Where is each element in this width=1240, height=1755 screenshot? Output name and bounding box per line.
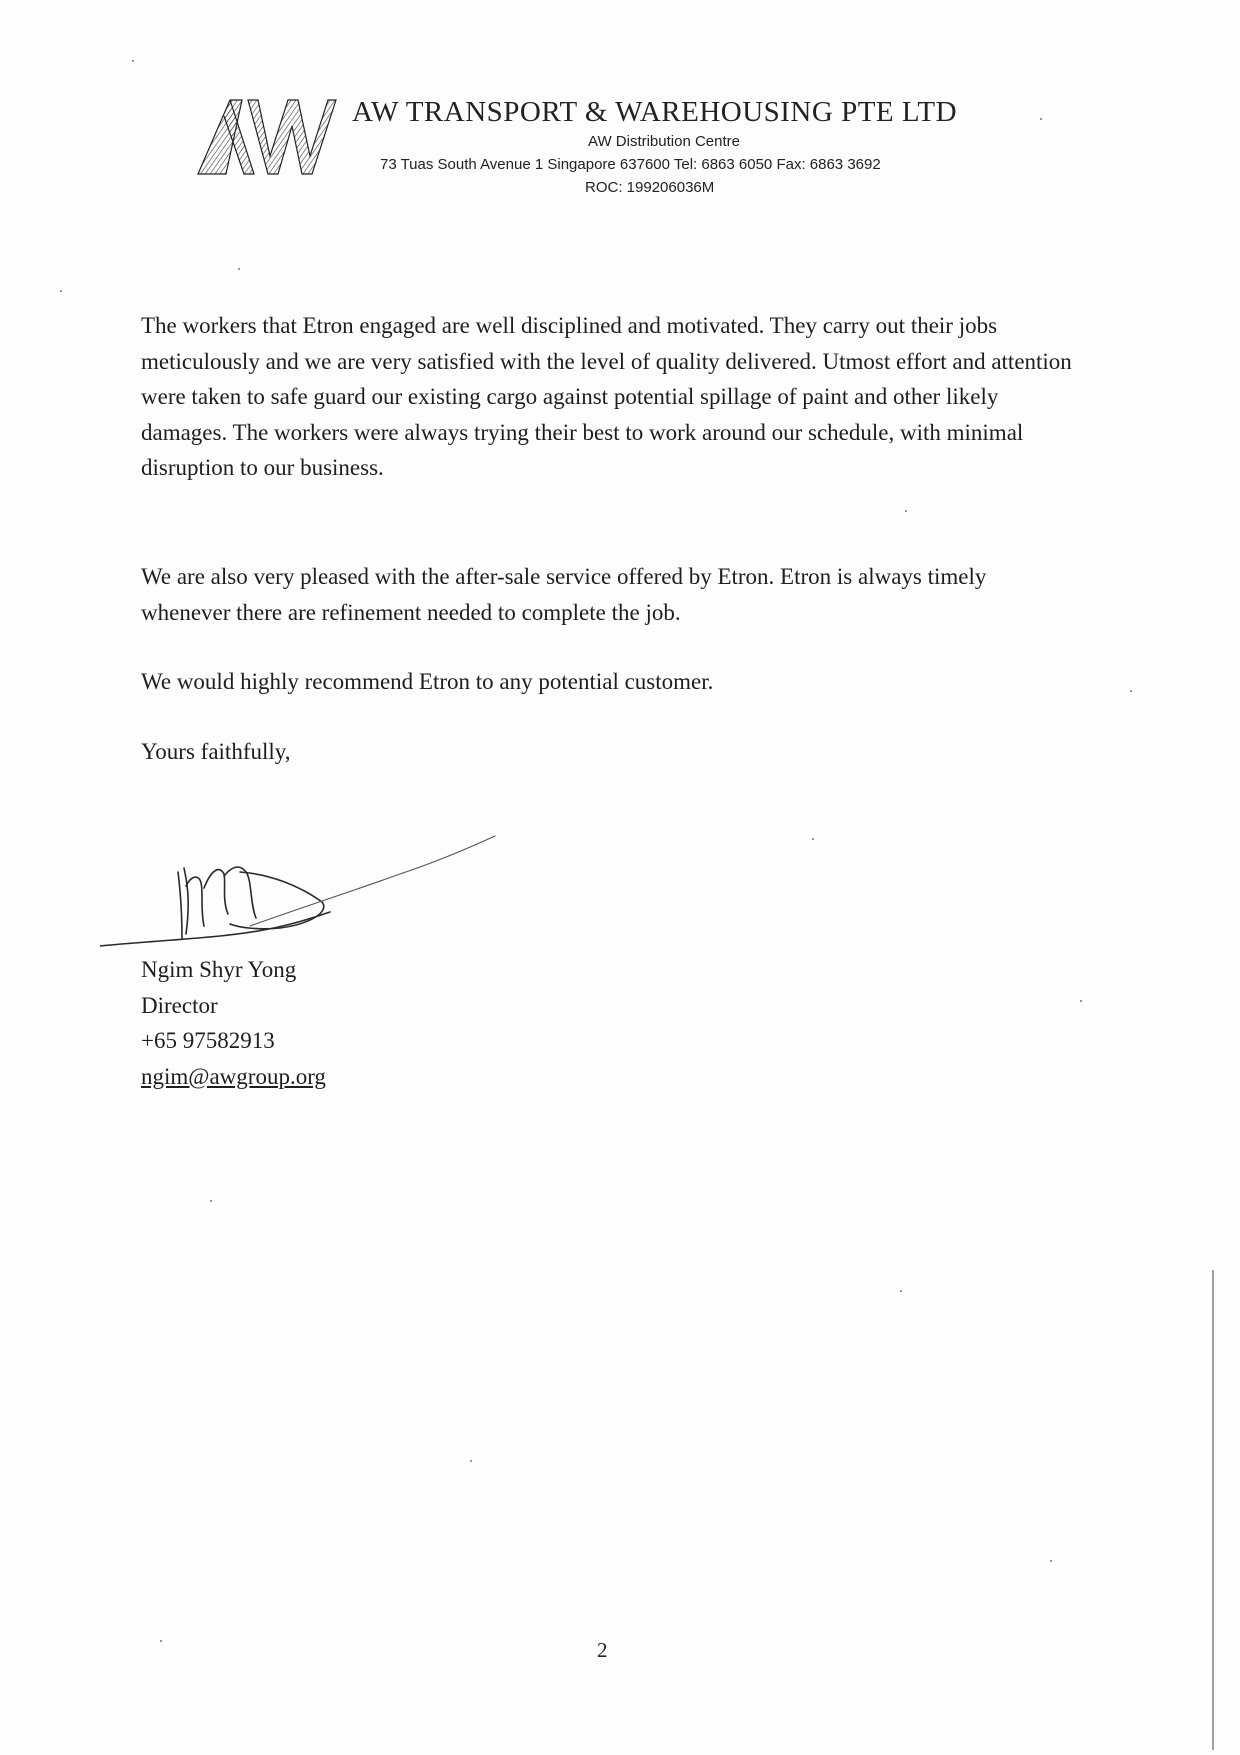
body-paragraph-3: We would highly recommend Etron to any potential customer. bbox=[141, 669, 714, 694]
scan-speck bbox=[1130, 690, 1132, 692]
scan-speck bbox=[905, 510, 907, 512]
signatory-title: Director bbox=[141, 992, 218, 1018]
signatory-name: Ngim Shyr Yong bbox=[141, 957, 297, 982]
company-roc: ROC: 199206036M bbox=[585, 179, 715, 196]
scan-speck bbox=[132, 60, 134, 62]
body-paragraph-1: The workers that Etron engaged are well disciplined and motivated. They carry out their jobs meticulously and we are very satisfied with the level of quality delivered. Utmost effort and attention were taken to safe guard our existing cargo against potential spillage of paint and other likely damages. The workers were always trying their best to work around our schedule, with minimal disruption to our business. bbox=[141, 313, 1072, 480]
handwritten-signature-icon bbox=[100, 808, 500, 958]
scan-speck bbox=[900, 1290, 902, 1292]
signatory-block bbox=[141, 952, 326, 1094]
scan-speck bbox=[60, 290, 62, 292]
signatory-email-link[interactable]: ngim@awgroup.org bbox=[141, 1063, 326, 1089]
closing-salutation: Yours faithfully, bbox=[141, 739, 291, 764]
scan-speck bbox=[210, 1200, 212, 1202]
scan-edge-line bbox=[1212, 1270, 1214, 1750]
signatory-phone: +65 97582913 bbox=[141, 1028, 275, 1053]
page-number: 2 bbox=[597, 1638, 608, 1662]
aw-logo-icon bbox=[196, 96, 338, 176]
scan-speck bbox=[1080, 1000, 1082, 1002]
company-name: AW TRANSPORT & WAREHOUSING PTE LTD bbox=[352, 96, 958, 128]
scan-speck bbox=[238, 268, 240, 270]
scan-speck bbox=[1050, 1560, 1052, 1562]
scan-speck bbox=[160, 1640, 162, 1642]
company-address: 73 Tuas South Avenue 1 Singapore 637600 Tel: 6863 6050 Fax: 6863 3692 bbox=[380, 156, 881, 173]
distribution-centre: AW Distribution Centre bbox=[588, 133, 740, 150]
body-paragraph-2: We are also very pleased with the after-sale service offered by Etron. Etron is always timely whenever there are refinement needed to complete the job. bbox=[141, 564, 987, 625]
scan-speck bbox=[812, 838, 814, 840]
scan-speck bbox=[1040, 118, 1042, 120]
scan-speck bbox=[470, 1460, 472, 1462]
